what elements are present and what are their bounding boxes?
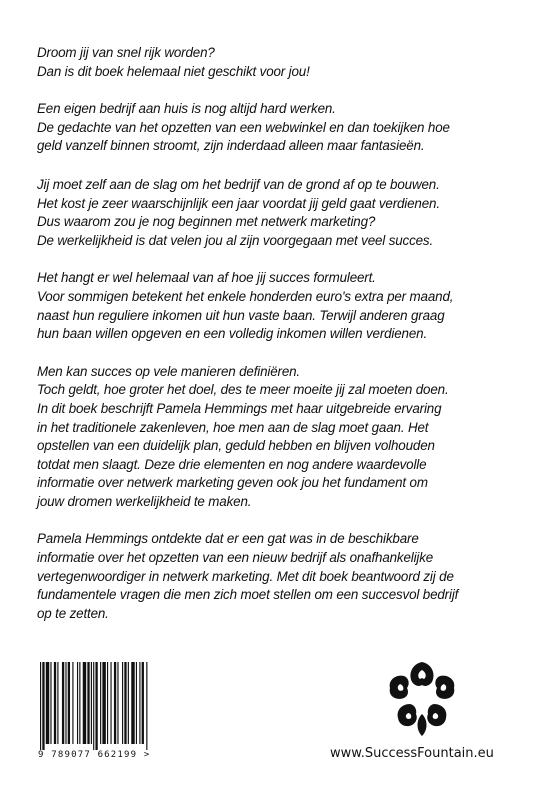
barcode-bar [117, 662, 118, 744]
text-line: informatie over netwerk marketing geven ook jou het fundament om [37, 475, 428, 491]
barcode-bar [122, 662, 123, 744]
barcode-bar [107, 662, 108, 744]
text-line: Dan is dit boek helemaal niet geschikt voor jou! [37, 63, 310, 79]
barcode-bar [100, 662, 101, 744]
paragraph-6 [37, 530, 527, 623]
barcode-bar [72, 662, 73, 744]
barcode-bar [114, 662, 116, 744]
paragraph-2 [37, 100, 527, 156]
text-line: fundamentele vragen die men zich moet stellen om een succesvol bedrijf [37, 587, 459, 603]
barcode-bar [124, 662, 126, 744]
website-url[interactable]: www.SuccessFountain.eu [330, 746, 494, 761]
barcode-bar [62, 662, 64, 744]
text-line: totdat men slaagt. Deze drie elementen en nog andere waardevolle [37, 456, 427, 472]
barcode-bar [93, 662, 94, 750]
text-line: Een eigen bedrijf aan huis is nog altijd hard werken. [37, 101, 336, 117]
barcode-bar [79, 662, 80, 744]
barcode-bar [40, 662, 41, 750]
text-line: Dus waarom zou je nog beginnen met netwerk marketing? [37, 214, 376, 230]
text-line: Het hangt er wel helemaal van af hoe jij succes formuleert. [37, 270, 376, 286]
text-line: Het kost je zeer waarschijnlijk een jaar voordat jij geld gaat verdienen. [37, 195, 440, 211]
text-line: De gedachte van het opzetten van een webwinkel en dan toekijken hoe [37, 119, 450, 135]
barcode-bar [95, 662, 97, 750]
barcode-bar [54, 662, 56, 744]
barcode-bar [136, 662, 137, 744]
paragraph-1 [37, 44, 527, 81]
text-line: Pamela Hemmings ontdekte dat er een gat was in de beschikbare [37, 531, 419, 547]
text-line: Droom jij van snel rijk worden? [37, 45, 215, 60]
text-line: Men kan succes op vele manieren definiëren. [37, 363, 301, 379]
text-line: in het traditionele zakenleven, hoe men aan de slag moet gaan. Het [37, 419, 429, 435]
isbn-barcode [38, 662, 180, 762]
barcode-bars-icon [38, 662, 180, 750]
barcode-bar [68, 662, 70, 744]
text-line: informatie over het opzetten van een nieuw bedrijf als onafhankelijke [37, 550, 434, 566]
barcode-bar [131, 662, 134, 744]
back-cover-text [37, 44, 527, 642]
barcode-bar [83, 662, 86, 744]
text-line: Toch geldt, hoe groter het doel, des te meer moeite jij zal moeten doen. [37, 382, 449, 398]
barcode-bar [91, 662, 92, 744]
text-line: In dit boek beschrijft Pamela Hemmings met haar uitgebreide ervaring [37, 400, 442, 416]
barcode-bar [128, 662, 129, 744]
barcode-bar [87, 662, 89, 744]
text-line: vertegenwoordiger in netwerk marketing. Met dit boek beantwoord zij de [37, 568, 454, 584]
barcode-bar [42, 662, 44, 750]
barcode-bar [65, 662, 66, 744]
barcode-bar [139, 662, 140, 744]
paragraph-5 [37, 363, 527, 512]
text-line: opstellen van een duidelijk plan, geduld hebben en blijven volhouden [37, 438, 435, 454]
text-line: Voor sommigen betekent het enkele honderden euro's extra per maand, [37, 288, 454, 304]
text-line: op te zetten. [37, 605, 109, 621]
barcode-digits: 9 789077 662199 > [38, 750, 151, 760]
barcode-bar [46, 662, 49, 744]
text-line: naast hun reguliere inkomen uit hun vaste baan. Terwijl anderen graag [37, 307, 445, 323]
barcode-bar [50, 662, 51, 744]
barcode-bar [110, 662, 111, 744]
paragraph-4 [37, 269, 527, 343]
text-line: Jij moet zelf aan de slag om het bedrijf van de grond af op te bouwen. [37, 176, 440, 192]
barcode-bar [146, 662, 147, 750]
paragraph-3 [37, 176, 527, 250]
text-line: geld vanzelf binnen stroomt, zijn inderdaad alleen maar fantasieën. [37, 138, 425, 154]
barcode-bar [102, 662, 105, 744]
flower-logo-icon [382, 658, 462, 738]
barcode-bar [142, 662, 144, 744]
text-line: jouw dromen werkelijkheid te maken. [37, 493, 252, 509]
barcode-bar [77, 662, 78, 744]
text-line: De werkelijkheid is dat velen jou al zijn voorgegaan met veel succes. [37, 232, 434, 248]
barcode-bar [57, 662, 58, 744]
text-line: hun baan willen opgeven en een volledig inkomen willen verdienen. [37, 326, 428, 342]
